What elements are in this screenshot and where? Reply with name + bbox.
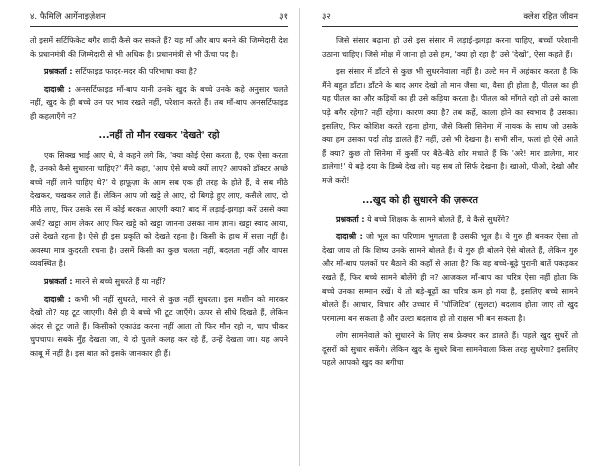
left-section-heading: ...नहीं तो मौन रखकर 'देखते' रहो [98,129,220,141]
right-page-number: ३२ [322,12,331,22]
questioner-label: प्रश्नकर्ता : [44,276,73,286]
left-answer-2 [30,293,288,361]
right-paragraph-2: इस संसार में डाँटने से कुछ भी सुधरनेवाला नहीं है। उल्टे मन में अहंकार करता है कि मैंने बहुत डाँटा। डाँटने के बाद अगर देखो तो मान जैसा था, वैसा ही होता है, पीतल का ही यह पीतल का और कड़ियों का ही उसे कड़िया करता है। पीतल को माँगते रहो तो उसे काला पड़े बगैर रहेगा? नहीं रहेगा। कारण क्या है? तब कहें, काला होने का स्वभाव है उसका। इसलिए, फिर कोशिश करते रहना होगा, जैसे किसी सिनेमा में नायक के साथ जो उसके क्या हम उसका पर्दा तोड़ डालते हैं? नहीं, उसे भी देखना है। सभी सीन, फलां हो ऐसे आते हैं क्या? कुछ तो सिनेमा में कुर्सी पर बैठे-बैठे शोर मचाते हैं कि 'अरे! मार डालेगा, मार डालेगा!' ये बड़े दया के डिब्बे देख लो। यह सब तो सिर्फ देखना है। खाओ, पीओ, देखो और मजे करो! [322,67,578,185]
dadashri-label: दादाश्री : [44,84,72,94]
dadashri-label: दादाश्री : [336,232,363,242]
questioner-label: प्रश्नकर्ता : [44,67,73,77]
right-paragraph-1: जिसे संसार बढ़ाना हो उसे इस संसार में लड़ाई-झगड़ा करना चाहिए, बच्चों परेशानी उठाना चाहिए। जिसे मोक्ष में जाना हो उसे हम, 'क्या हो रहा है' उसे 'देखो', ऐसा कहते हैं। [322,36,578,59]
left-paragraph-2: एक सिक्ख भाई आए थे, वे कहने लगे कि, 'क्या कोई ऐसा करता है, एक ऐसा करता है, उनको कैसे सुधारना चाहिए?' मैंने कहा, 'आप ऐसे बच्चे क्यों लाए? आपको डॉक्टर अच्छे बच्चे नहीं लाने चाहिए थे?' ये हाफ़ूज़ा के आम सब एक ही तरह के होते हैं, वे सब मीठे देखकर, चखकर लाते हैं। लेकिन आप जो खट्टे ले आए, दो बिगड़े हुए लाए, कसैले लाए, दो मीठे लाए, फिर उसके रस में कोई बरकत आएगी क्या? बाद में लड़ाई-झगड़ा करें उससे क्या अर्थ? खट्टा आम लेकर आए फिर खट्टे को खट्टा जानना उसका नाम ज्ञान। खट्टा स्वाद आया, उसे देखते रहना है। ऐसे ही इस प्रकृति को देखते रहना है। किसी के हाथ में सत्ता नहीं है। अवस्था मात्र कुदरती रचना है। उसमें किसी का कुछ चलता नहीं, बदलता नहीं और वापस व्यवस्थित है। [30,150,288,269]
questioner-label: प्रश्नकर्ता : [336,214,365,224]
answer-text: अनसर्टिफाइड माँ-बाप यानी उनके खुद के बच्चे उनके कहे अनुसार चलते नहीं, खुद के ही बच्चे उन पर भाव रखते नहीं, परेशान करते हैं। तब माँ-बाप अनसर्टिफाइड ही कहलाएँगे न? [30,84,288,121]
dadashri-label: दादाश्री : [44,294,72,304]
right-page [300,0,600,466]
question-text: ये बच्चे शिक्षक के सामने बोलते हैं, वे कैसे सुधरेंगे? [364,214,510,224]
left-answer-1 [30,83,288,124]
right-running-head: क्लेश रहित जीवन [523,12,578,22]
question-text: सर्टिफाइड फादर-मदर की परिभाषा क्या है? [72,67,198,77]
left-page-number: ३१ [279,12,288,22]
right-question-1 [322,213,578,227]
left-question-1 [30,65,288,79]
left-page-header [30,12,288,27]
right-section-heading: ...खुद को ही सुधारने की ज़रूरत [362,194,478,206]
left-question-2 [30,275,288,289]
question-text: मारने से बच्चे सुधरते हैं या नहीं? [72,276,166,286]
right-page-header [322,12,578,27]
left-running-head: ४. फैमिलि आर्गेनाइज़ेशन [30,12,106,22]
left-paragraph-1: तो इसमें सर्टिफिकेट बगैर शादी कैसे कर सकते हैं? यह माँ और बाप बनने की जिम्मेदारी देश के प्रधानमंत्री की जिम्मेदारी से भी अधिक है। प्रधानमंत्री से भी ऊँचा पद है। [30,36,288,59]
answer-text: कभी भी नहीं सुधरते, मारने से कुछ नहीं सुधरता। इस मशीन को मारकर देखो तो? यह टूट जाएगी। वैसे ही ये बच्चे भी टूट जाएँगे। ऊपर से सीधे दिखते हैं, लेकिन अंदर से टूट जाते हैं। किसीको एकाउंड करना नहीं आता तो फिर मौन रहो न, चाप चीकर चुपचाप। सबके मुँह देखता जा, ये दो पुतले कलह कर रहे हैं, उन्हें देखता जा। यह अपने काबू में नहीं है। इस बात को इसके जानकार ही हैं। [30,294,288,358]
answer-text: जो भूल का परिणाम भुगतता है उसकी भूल है। ये गुरु ही बनकर ऐसा तो देखा जाय तो कि शिष्य उनके सामने बोलते हैं। ये गुरु ही बोलने ऐसे बोलते हैं, लेकिन गुरु और माँ-बाप पलकों पर बैठाने की कहाँ से आता है? कि वह बच्चे-बूढ़े पुरानी बातें पकड़कर रखते हैं, फिर बच्चे सामने बोलेंगे ही न? आजकल माँ-बाप का चरित्र ऐसा नहीं होता कि बच्चे उनका सम्मान रखें। ये तो बड़े-बूढ़ों का चरित्र कम हो गया है, इसलिए बच्चे सामने बोलते हैं। आचार, विचार और उच्चार में 'पॉजिटिव' (सुलटा) बदलाव होता जाए तो खुद परमात्मा बन सकता है और उल्टा बदलाव हो तो राक्षस भी बन सकता है। [322,232,578,323]
right-answer-1 [322,230,578,325]
right-paragraph-3: लोग सामनेवाले को सुधारने के लिए सब फ्रेक्चर कर डालते हैं। पहले खुद सुधरें तो दूसरों को सुधार सकेंगे। लेकिन खुद के सुधरे बिना सामनेवाला किस तरह सुधरेगा? इसलिए पहले आपको खुद का बगीचा [322,331,578,368]
